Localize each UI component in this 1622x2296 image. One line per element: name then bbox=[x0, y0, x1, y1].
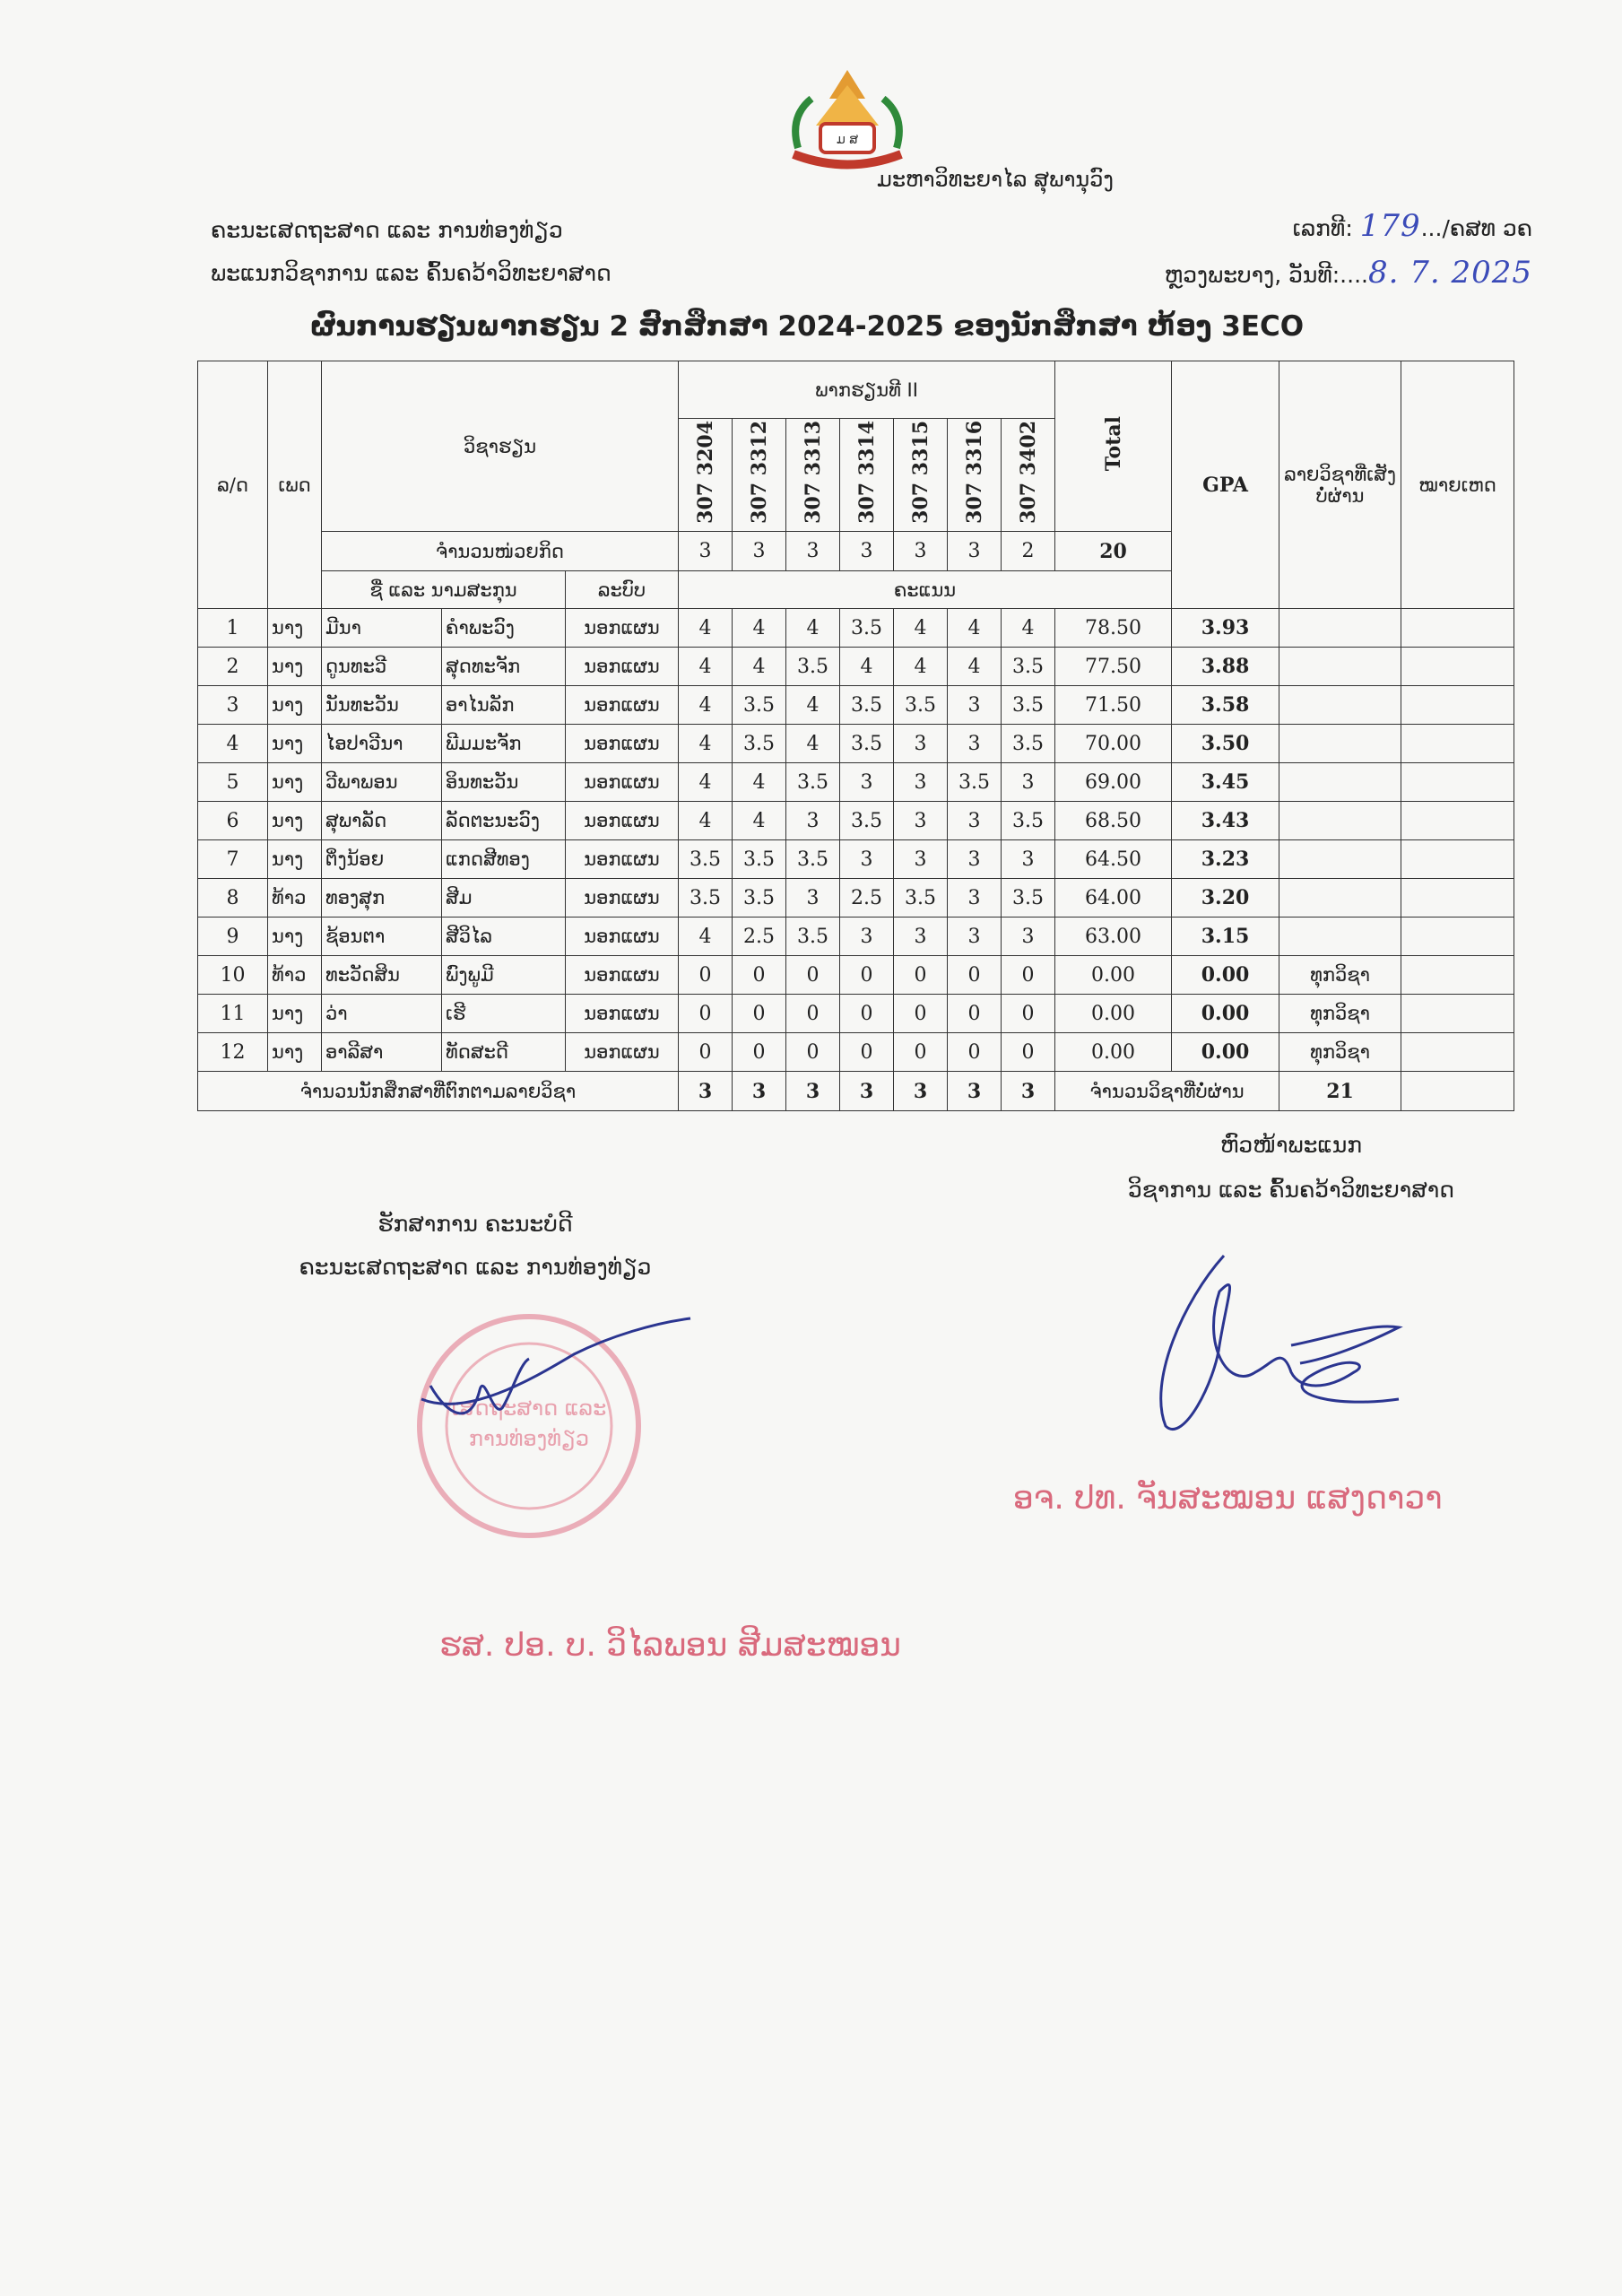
row-score: 0 bbox=[894, 995, 948, 1033]
table-row bbox=[198, 995, 1514, 1033]
svg-text:ມ ສ: ມ ສ bbox=[836, 133, 859, 147]
table-row bbox=[198, 956, 1514, 995]
row-score: 3 bbox=[840, 918, 894, 956]
row-gpa: 3.50 bbox=[1172, 725, 1279, 763]
row-last-name: ທັດສະດີ bbox=[442, 1033, 566, 1072]
footer-count: 3 bbox=[840, 1072, 894, 1111]
right-title-2: ວິຊາການ ແລະ ຄົ້ນຄວ້າວິທະຍາສາດ bbox=[1127, 1177, 1455, 1203]
row-score: 3 bbox=[948, 686, 1002, 725]
row-first-name: ຕິ່ງນ້ອຍ bbox=[322, 840, 442, 879]
row-gender: ນາງ bbox=[268, 686, 322, 725]
row-score: 0 bbox=[948, 956, 1002, 995]
row-score: 3 bbox=[948, 918, 1002, 956]
course-code: 307 3402 bbox=[1002, 419, 1055, 532]
row-score: 4 bbox=[948, 609, 1002, 648]
row-gpa: 3.88 bbox=[1172, 648, 1279, 686]
row-score: 3.5 bbox=[840, 686, 894, 725]
row-score: 3.5 bbox=[733, 840, 786, 879]
footer-count: 3 bbox=[733, 1072, 786, 1111]
credits-label: ຈຳນວນໜ່ວຍກິດ bbox=[322, 532, 679, 571]
credit-value: 3 bbox=[948, 532, 1002, 571]
row-score: 3 bbox=[1002, 918, 1055, 956]
row-system: ນອກແຜນ bbox=[566, 802, 679, 840]
row-last-name: ລັດຕະນະວົງ bbox=[442, 802, 566, 840]
place-date-label: ຫຼວງພະບາງ, ວັນທີ: bbox=[1164, 262, 1340, 288]
row-last-name: ສີວິໄລ bbox=[442, 918, 566, 956]
row-note bbox=[1401, 725, 1514, 763]
row-score: 2.5 bbox=[733, 918, 786, 956]
row-total: 71.50 bbox=[1055, 686, 1172, 725]
row-score: 4 bbox=[679, 648, 733, 686]
row-score: 3 bbox=[948, 802, 1002, 840]
header-gpa: GPA bbox=[1172, 361, 1279, 609]
row-failed bbox=[1279, 840, 1401, 879]
row-no: 4 bbox=[198, 725, 268, 763]
footer-count: 3 bbox=[679, 1072, 733, 1111]
row-score: 3.5 bbox=[840, 609, 894, 648]
row-first-name: ອາລີສາ bbox=[322, 1033, 442, 1072]
row-score: 4 bbox=[894, 648, 948, 686]
row-score: 3 bbox=[948, 840, 1002, 879]
row-failed bbox=[1279, 686, 1401, 725]
row-note bbox=[1401, 686, 1514, 725]
row-score: 3 bbox=[948, 879, 1002, 918]
footer-failed-value: 21 bbox=[1279, 1072, 1401, 1111]
footer-count: 3 bbox=[1002, 1072, 1055, 1111]
row-score: 4 bbox=[733, 802, 786, 840]
credit-value: 3 bbox=[786, 532, 840, 571]
row-score: 0 bbox=[679, 956, 733, 995]
row-score: 0 bbox=[786, 956, 840, 995]
row-score: 3 bbox=[894, 725, 948, 763]
row-gpa: 3.20 bbox=[1172, 879, 1279, 918]
credit-value: 3 bbox=[840, 532, 894, 571]
row-no: 1 bbox=[198, 609, 268, 648]
number-value: 179 bbox=[1359, 208, 1421, 244]
number-label: ເລກທີ: bbox=[1292, 215, 1353, 241]
row-total: 0.00 bbox=[1055, 956, 1172, 995]
row-total: 64.00 bbox=[1055, 879, 1172, 918]
row-score: 0 bbox=[1002, 995, 1055, 1033]
row-score: 3.5 bbox=[786, 918, 840, 956]
row-first-name: ວີພາພອນ bbox=[322, 763, 442, 802]
header-no: ລ/ດ bbox=[198, 361, 268, 609]
number-suffix: /ຄສທ ວຄ bbox=[1442, 215, 1532, 241]
header-note: ໝາຍເຫດ bbox=[1401, 361, 1514, 609]
place-date: ຫຼວງພະບາງ, ວັນທີ:....8. 7. 2025 bbox=[1164, 255, 1532, 291]
row-total: 78.50 bbox=[1055, 609, 1172, 648]
footer-count: 3 bbox=[894, 1072, 948, 1111]
row-last-name: ພີມມະຈັກ bbox=[442, 725, 566, 763]
row-gender: ນາງ bbox=[268, 802, 322, 840]
row-score: 3 bbox=[840, 763, 894, 802]
official-stamp bbox=[395, 1300, 699, 1555]
row-no: 9 bbox=[198, 918, 268, 956]
row-last-name: ແກດສີທອງ bbox=[442, 840, 566, 879]
credit-value: 2 bbox=[1002, 532, 1055, 571]
credit-value: 3 bbox=[733, 532, 786, 571]
right-signer-name: ອຈ. ປທ. ຈັນສະໝອນ ແສງດາວາ bbox=[1013, 1480, 1443, 1517]
row-failed bbox=[1279, 648, 1401, 686]
row-system: ນອກແຜນ bbox=[566, 956, 679, 995]
table-row bbox=[198, 1033, 1514, 1072]
header-failed: ລາຍວິຊາທີ່ເສັງບໍ່ຜ່ານ bbox=[1279, 361, 1401, 609]
row-failed bbox=[1279, 879, 1401, 918]
row-score: 0 bbox=[679, 995, 733, 1033]
row-score: 3.5 bbox=[948, 763, 1002, 802]
row-no: 5 bbox=[198, 763, 268, 802]
row-no: 8 bbox=[198, 879, 268, 918]
row-gender: ນາງ bbox=[268, 725, 322, 763]
row-score: 3 bbox=[786, 802, 840, 840]
header-semester: ພາກຮຽນທີ II bbox=[679, 361, 1055, 419]
row-score: 3.5 bbox=[894, 686, 948, 725]
course-code: 307 3315 bbox=[894, 419, 948, 532]
row-score: 0 bbox=[679, 1033, 733, 1072]
svg-text:ການທ່ອງທ່ຽວ: ການທ່ອງທ່ຽວ bbox=[468, 1426, 590, 1451]
row-total: 64.50 bbox=[1055, 840, 1172, 879]
date-value: 8. 7. 2025 bbox=[1367, 255, 1532, 291]
row-last-name: ຄຳພະວົງ bbox=[442, 609, 566, 648]
course-code: 307 3312 bbox=[733, 419, 786, 532]
row-score: 3 bbox=[894, 918, 948, 956]
row-failed bbox=[1279, 725, 1401, 763]
row-score: 4 bbox=[786, 686, 840, 725]
row-score: 0 bbox=[1002, 1033, 1055, 1072]
row-score: 0 bbox=[894, 956, 948, 995]
row-score: 3.5 bbox=[1002, 879, 1055, 918]
row-gender: ນາງ bbox=[268, 763, 322, 802]
row-total: 63.00 bbox=[1055, 918, 1172, 956]
row-score: 4 bbox=[894, 609, 948, 648]
row-score: 4 bbox=[786, 725, 840, 763]
row-gender: ນາງ bbox=[268, 918, 322, 956]
row-failed bbox=[1279, 918, 1401, 956]
row-first-name: ສຸພາລັດ bbox=[322, 802, 442, 840]
row-system: ນອກແຜນ bbox=[566, 725, 679, 763]
row-score: 0 bbox=[733, 956, 786, 995]
row-score: 3 bbox=[894, 763, 948, 802]
row-score: 3 bbox=[1002, 840, 1055, 879]
row-note bbox=[1401, 840, 1514, 879]
row-system: ນອກແຜນ bbox=[566, 995, 679, 1033]
row-score: 4 bbox=[679, 686, 733, 725]
row-score: 3.5 bbox=[786, 648, 840, 686]
row-note bbox=[1401, 648, 1514, 686]
row-score: 3.5 bbox=[679, 879, 733, 918]
row-gpa: 3.43 bbox=[1172, 802, 1279, 840]
table-row bbox=[198, 686, 1514, 725]
row-note bbox=[1401, 956, 1514, 995]
row-system: ນອກແຜນ bbox=[566, 918, 679, 956]
row-score: 3.5 bbox=[733, 686, 786, 725]
major-label: ລະບົບ bbox=[566, 571, 679, 609]
row-score: 3.5 bbox=[1002, 686, 1055, 725]
row-gpa: 0.00 bbox=[1172, 1033, 1279, 1072]
row-system: ນອກແຜນ bbox=[566, 686, 679, 725]
course-code: 307 3204 bbox=[679, 419, 733, 532]
row-gpa: 3.58 bbox=[1172, 686, 1279, 725]
left-signer-name: ຮສ. ປອ. ບ. ວິໄລພອນ ສີມສະໝອນ bbox=[439, 1627, 902, 1664]
row-note bbox=[1401, 609, 1514, 648]
row-score: 4 bbox=[733, 763, 786, 802]
row-score: 3 bbox=[894, 840, 948, 879]
row-score: 0 bbox=[1002, 956, 1055, 995]
table-row bbox=[198, 648, 1514, 686]
row-failed: ທຸກວິຊາ bbox=[1279, 1033, 1401, 1072]
row-system: ນອກແຜນ bbox=[566, 1033, 679, 1072]
header-total: Total bbox=[1055, 361, 1172, 532]
row-first-name: ວ່າ bbox=[322, 995, 442, 1033]
row-score: 3.5 bbox=[786, 763, 840, 802]
row-system: ນອກແຜນ bbox=[566, 609, 679, 648]
name-label: ຊື່ ແລະ ນາມສະກຸນ bbox=[322, 571, 566, 609]
row-no: 10 bbox=[198, 956, 268, 995]
row-gpa: 0.00 bbox=[1172, 956, 1279, 995]
row-score: 3 bbox=[948, 725, 1002, 763]
row-score: 3.5 bbox=[840, 802, 894, 840]
row-no: 6 bbox=[198, 802, 268, 840]
row-score: 3.5 bbox=[1002, 725, 1055, 763]
document-title: ຜົນການຮຽນພາກຮຽນ 2 ສົກສຶກສາ 2024-2025 ຂອງນັກສຶກສາ ຫ້ອງ 3ECO bbox=[309, 310, 1305, 343]
table-row bbox=[198, 879, 1514, 918]
footer-count: 3 bbox=[786, 1072, 840, 1111]
row-gender: ນາງ bbox=[268, 609, 322, 648]
row-gender: ນາງ bbox=[268, 995, 322, 1033]
row-score: 3.5 bbox=[840, 725, 894, 763]
row-no: 12 bbox=[198, 1033, 268, 1072]
row-note bbox=[1401, 763, 1514, 802]
row-no: 11 bbox=[198, 995, 268, 1033]
row-score: 0 bbox=[948, 1033, 1002, 1072]
row-score: 3.5 bbox=[679, 840, 733, 879]
row-gpa: 3.93 bbox=[1172, 609, 1279, 648]
row-first-name: ຊ້ອນຕາ bbox=[322, 918, 442, 956]
row-failed: ທຸກວິຊາ bbox=[1279, 995, 1401, 1033]
footer-failed-label: ຈຳນວນວິຊາທີ່ບໍ່ຜ່ານ bbox=[1055, 1072, 1279, 1111]
row-system: ນອກແຜນ bbox=[566, 648, 679, 686]
row-total: 70.00 bbox=[1055, 725, 1172, 763]
row-gpa: 0.00 bbox=[1172, 995, 1279, 1033]
row-last-name: ອາໄນລັກ bbox=[442, 686, 566, 725]
row-score: 0 bbox=[948, 995, 1002, 1033]
row-score: 3.5 bbox=[1002, 802, 1055, 840]
row-last-name: ສີມ bbox=[442, 879, 566, 918]
row-total: 69.00 bbox=[1055, 763, 1172, 802]
table-row bbox=[198, 802, 1514, 840]
table-row bbox=[198, 609, 1514, 648]
row-score: 0 bbox=[733, 995, 786, 1033]
footer-label: ຈຳນວນນັກສຶກສາທີ່ຕົກຕາມລາຍວິຊາ bbox=[198, 1072, 679, 1111]
row-gender: ທ້າວ bbox=[268, 879, 322, 918]
table-row bbox=[198, 725, 1514, 763]
row-score: 3.5 bbox=[733, 879, 786, 918]
footer-count: 3 bbox=[948, 1072, 1002, 1111]
right-signature bbox=[1130, 1238, 1417, 1457]
row-score: 4 bbox=[679, 609, 733, 648]
row-system: ນອກແຜນ bbox=[566, 840, 679, 879]
row-score: 3.5 bbox=[786, 840, 840, 879]
course-code: 307 3314 bbox=[840, 419, 894, 532]
row-score: 4 bbox=[679, 918, 733, 956]
course-code: 307 3313 bbox=[786, 419, 840, 532]
row-note bbox=[1401, 918, 1514, 956]
row-score: 2.5 bbox=[840, 879, 894, 918]
credit-value: 3 bbox=[679, 532, 733, 571]
table-row bbox=[198, 840, 1514, 879]
row-no: 7 bbox=[198, 840, 268, 879]
row-gender: ນາງ bbox=[268, 648, 322, 686]
row-last-name: ເຮີ bbox=[442, 995, 566, 1033]
university-logo bbox=[780, 63, 915, 179]
header-gender: ເພດ bbox=[268, 361, 322, 609]
row-last-name: ອິນທະວັນ bbox=[442, 763, 566, 802]
row-total: 77.50 bbox=[1055, 648, 1172, 686]
row-note bbox=[1401, 995, 1514, 1033]
row-first-name: ໄອປາວີນາ bbox=[322, 725, 442, 763]
row-score: 0 bbox=[894, 1033, 948, 1072]
row-last-name: ພົງພູມີ bbox=[442, 956, 566, 995]
row-failed bbox=[1279, 763, 1401, 802]
row-score: 4 bbox=[948, 648, 1002, 686]
row-total: 68.50 bbox=[1055, 802, 1172, 840]
header-subject: ວິຊາຮຽນ bbox=[322, 361, 679, 532]
svg-text:ເສດຖະສາດ ແລະ: ເສດຖະສາດ ແລະ bbox=[451, 1396, 607, 1421]
document-number: ເລກທີ: 179.../ຄສທ ວຄ bbox=[1292, 208, 1532, 244]
row-score: 0 bbox=[733, 1033, 786, 1072]
row-gpa: 3.45 bbox=[1172, 763, 1279, 802]
faculty-name: ຄະນະເສດຖະສາດ ແລະ ການທ່ອງທ່ຽວ bbox=[211, 217, 563, 243]
left-title-2: ຄະນະເສດຖະສາດ ແລະ ການທ່ອງທ່ຽວ bbox=[299, 1254, 652, 1280]
row-first-name: ທອງສຸກ bbox=[322, 879, 442, 918]
row-score: 4 bbox=[679, 725, 733, 763]
row-score: 4 bbox=[1002, 609, 1055, 648]
row-score: 3 bbox=[840, 840, 894, 879]
row-system: ນອກແຜນ bbox=[566, 763, 679, 802]
row-first-name: ມີນາ bbox=[322, 609, 442, 648]
table-row bbox=[198, 918, 1514, 956]
row-no: 3 bbox=[198, 686, 268, 725]
row-score: 0 bbox=[786, 1033, 840, 1072]
footer-empty bbox=[1401, 1072, 1514, 1111]
row-note bbox=[1401, 802, 1514, 840]
row-score: 0 bbox=[840, 1033, 894, 1072]
row-score: 3 bbox=[786, 879, 840, 918]
score-label: ຄະແນນ bbox=[679, 571, 1172, 609]
row-note bbox=[1401, 879, 1514, 918]
row-score: 3.5 bbox=[733, 725, 786, 763]
department-name: ພະແນກວິຊາການ ແລະ ຄົ້ນຄວ້າວິທະຍາສາດ bbox=[211, 260, 612, 286]
row-total: 0.00 bbox=[1055, 995, 1172, 1033]
row-score: 4 bbox=[733, 648, 786, 686]
row-gender: ນາງ bbox=[268, 840, 322, 879]
row-score: 3 bbox=[1002, 763, 1055, 802]
row-score: 3 bbox=[894, 802, 948, 840]
row-failed: ທຸກວິຊາ bbox=[1279, 956, 1401, 995]
row-first-name: ດູນທະວີ bbox=[322, 648, 442, 686]
credits-total: 20 bbox=[1055, 532, 1172, 571]
row-gender: ທ້າວ bbox=[268, 956, 322, 995]
row-gpa: 3.15 bbox=[1172, 918, 1279, 956]
row-first-name: ທະວັດສິນ bbox=[322, 956, 442, 995]
row-gpa: 3.23 bbox=[1172, 840, 1279, 879]
right-title-1: ຫົວໜ້າພະແນກ bbox=[1219, 1132, 1363, 1158]
row-score: 4 bbox=[840, 648, 894, 686]
row-failed bbox=[1279, 802, 1401, 840]
row-first-name: ນັນທະວັນ bbox=[322, 686, 442, 725]
row-failed bbox=[1279, 609, 1401, 648]
row-score: 0 bbox=[840, 956, 894, 995]
row-score: 3.5 bbox=[1002, 648, 1055, 686]
row-total: 0.00 bbox=[1055, 1033, 1172, 1072]
row-score: 4 bbox=[679, 763, 733, 802]
row-note bbox=[1401, 1033, 1514, 1072]
row-score: 4 bbox=[679, 802, 733, 840]
credit-value: 3 bbox=[894, 532, 948, 571]
row-gender: ນາງ bbox=[268, 1033, 322, 1072]
row-score: 0 bbox=[786, 995, 840, 1033]
row-score: 4 bbox=[733, 609, 786, 648]
table-row bbox=[198, 763, 1514, 802]
row-last-name: ສຸດທະຈັກ bbox=[442, 648, 566, 686]
grades-table bbox=[197, 361, 1514, 1111]
row-score: 3.5 bbox=[894, 879, 948, 918]
row-score: 0 bbox=[840, 995, 894, 1033]
row-no: 2 bbox=[198, 648, 268, 686]
left-title-1: ຮັກສາການ ຄະນະບໍດີ bbox=[377, 1211, 573, 1237]
university-name: ມະຫາວິທະຍາໄລ ສຸພານຸວົງ bbox=[877, 167, 1114, 192]
row-system: ນອກແຜນ bbox=[566, 879, 679, 918]
course-code: 307 3316 bbox=[948, 419, 1002, 532]
row-score: 4 bbox=[786, 609, 840, 648]
